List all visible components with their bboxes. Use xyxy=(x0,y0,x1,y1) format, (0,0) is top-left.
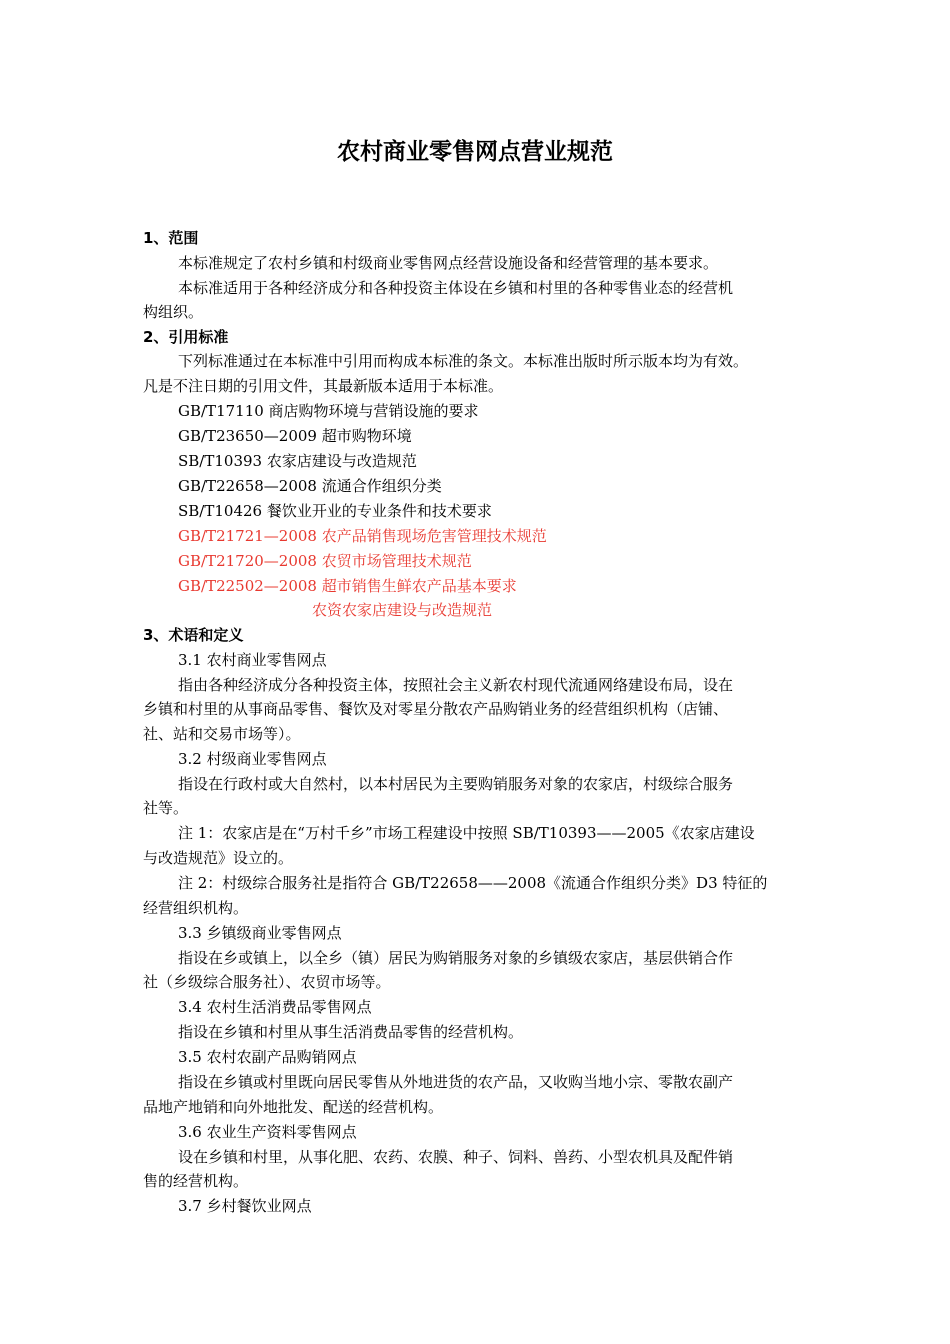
term-3-5-line-1: 指设在乡镇或村里既向居民零售从外地进货的农产品，又收购当地小宗、零散农副产 xyxy=(178,1073,734,1091)
standard-item: SB/T10426 餐饮业开业的专业条件和技术要求 xyxy=(178,502,492,520)
section-2-paragraph-line-1: 下列标准通过在本标准中引用而构成本标准的条文。本标准出版时所示版本均为有效。 xyxy=(178,352,749,370)
term-3-2-note-2-line-2: 经营组织机构。 xyxy=(143,899,249,917)
section-1-paragraph-1: 本标准规定了农村乡镇和村级商业零售网点经营设施设备和经营管理的基本要求。 xyxy=(178,254,719,272)
term-3-3-line-1: 指设在乡或镇上，以全乡（镇）居民为购销服务对象的乡镇级农家店，基层供销合作 xyxy=(178,949,734,967)
term-3-1-line-3: 社、站和交易市场等）。 xyxy=(143,725,301,743)
term-3-5-title: 3.5 农村农副产品购销网点 xyxy=(178,1048,357,1066)
section-1-paragraph-2-line-2: 构组织。 xyxy=(143,303,204,321)
term-3-3-title: 3.3 乡镇级商业零售网点 xyxy=(178,924,342,942)
section-1-heading: 1、范围 xyxy=(143,229,199,247)
standard-item: GB/T23650—2009 超市购物环境 xyxy=(178,427,412,445)
section-2-heading: 2、引用标准 xyxy=(143,328,229,346)
section-3-heading: 3、术语和定义 xyxy=(143,626,244,644)
term-3-2-title: 3.2 村级商业零售网点 xyxy=(178,750,327,768)
section-2-paragraph-line-2: 凡是不注日期的引用文件，其最新版本适用于本标准。 xyxy=(143,377,504,395)
term-3-3-line-2: 社（乡级综合服务社）、农贸市场等。 xyxy=(143,973,391,991)
term-3-7-title: 3.7 乡村餐饮业网点 xyxy=(178,1197,312,1215)
term-3-1-title: 3.1 农村商业零售网点 xyxy=(178,651,327,669)
section-1-paragraph-2-line-1: 本标准适用于各种经济成分和各种投资主体设在乡镇和村里的各种零售业态的经营机 xyxy=(178,279,734,297)
standard-item: SB/T10393 农家店建设与改造规范 xyxy=(178,452,417,470)
term-3-4-line-1: 指设在乡镇和村里从事生活消费品零售的经营机构。 xyxy=(178,1023,524,1041)
term-3-2-line-2: 社等。 xyxy=(143,799,189,817)
term-3-6-line-1: 设在乡镇和村里，从事化肥、农药、农膜、种子、饲料、兽药、小型农机具及配件销 xyxy=(178,1148,734,1166)
standard-item: GB/T17110 商店购物环境与营销设施的要求 xyxy=(178,402,479,420)
term-3-2-note-2-line-1: 注 2：村级综合服务社是指符合 GB/T22658——2008《流通合作组织分类》D3 特征的 xyxy=(178,874,768,892)
term-3-2-line-1: 指设在行政村或大自然村，以本村居民为主要购销服务对象的农家店，村级综合服务 xyxy=(178,775,734,793)
document-title: 农村商业零售网点营业规范 xyxy=(337,139,613,165)
highlighted-standard-item: GB/T21721—2008 农产品销售现场危害管理技术规范 xyxy=(178,527,547,545)
term-3-1-line-1: 指由各种经济成分各种投资主体，按照社会主义新农村现代流通网络建设布局，设在 xyxy=(178,676,734,694)
term-3-6-title: 3.6 农业生产资料零售网点 xyxy=(178,1123,357,1141)
highlighted-standard-item: GB/T21720—2008 农贸市场管理技术规范 xyxy=(178,552,472,570)
term-3-6-line-2: 售的经营机构。 xyxy=(143,1172,249,1190)
term-3-1-line-2: 乡镇和村里的从事商品零售、餐饮及对零星分散农产品购销业务的经营组织机构（店铺、 xyxy=(143,700,729,718)
term-3-5-line-2: 品地产地销和向外地批发、配送的经营机构。 xyxy=(143,1098,444,1116)
term-3-2-note-1-line-1: 注 1：农家店是在“万村千乡”市场工程建设中按照 SB/T10393——2005《农家店建设 xyxy=(178,824,755,842)
highlighted-standard-item: GB/T22502—2008 超市销售生鲜农产品基本要求 xyxy=(178,577,517,595)
highlighted-standard-extra: 农资农家店建设与改造规范 xyxy=(312,601,493,619)
term-3-2-note-1-line-2: 与改造规范》设立的。 xyxy=(143,849,294,867)
term-3-4-title: 3.4 农村生活消费品零售网点 xyxy=(178,998,372,1016)
standard-item: GB/T22658—2008 流通合作组织分类 xyxy=(178,477,442,495)
